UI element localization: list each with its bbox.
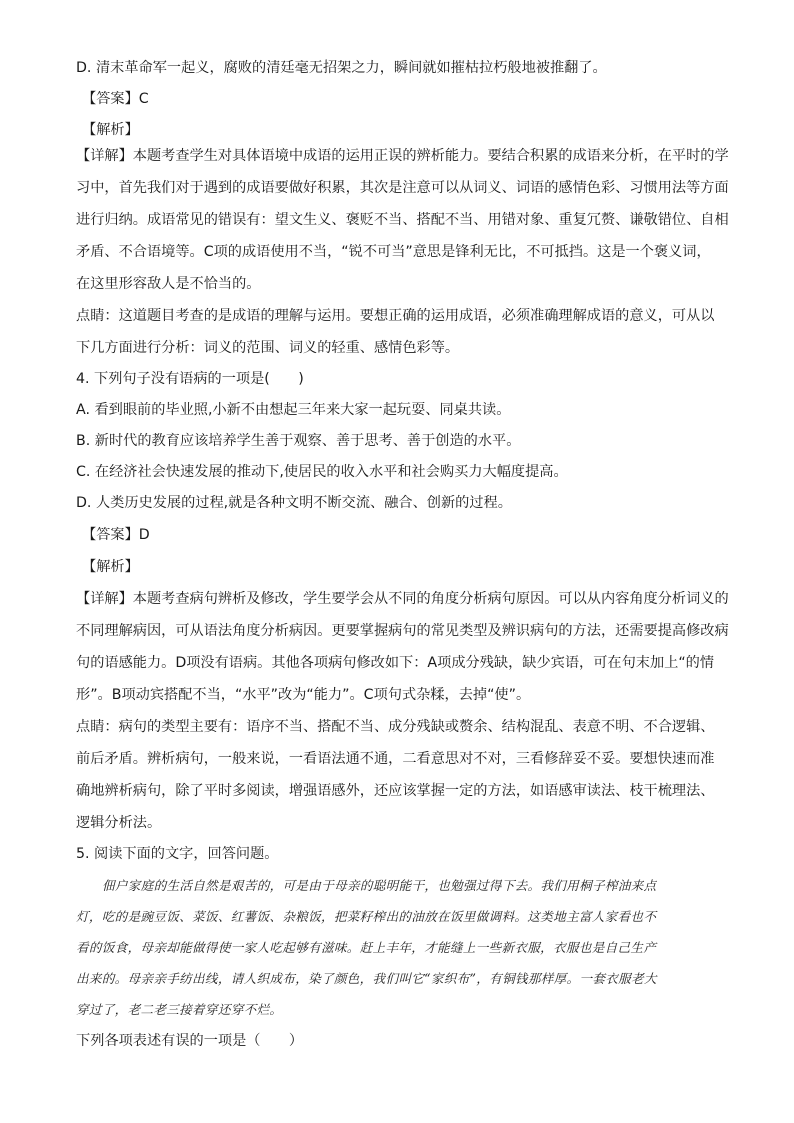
q3-tip [76,306,736,358]
q5-passage-line: 灯，吃的是豌豆饭、菜饭、红薯饭、杂粮饭，把菜籽榨出的油放在饭里做调料。这类地主富人家看也不 [76,909,657,924]
q5-question: 下列各项表述有误的一项是（ ） [76,1033,304,1049]
q3-detail-line: 【详解】本题考查学生对具体语境中成语的运用正误的辨析能力。要结合积累的成语来分析，在平时的学 [76,148,729,164]
q3-detail-line: 在这里形容敌人是不恰当的。 [76,276,261,292]
q4-tip-line: 逻辑分析法。 [76,815,162,831]
q4-tip [76,717,736,833]
q5-passage-line: 看的饭食，母亲却能做得使一家人吃起够有滋味。赶上丰年，才能缝上一些新衣服，衣服也是自己生产 [76,940,657,955]
q4-stem: 4. 下列句子没有语病的一项是( ) [76,371,304,387]
q5-passage-line: 佃户家庭的生活自然是艰苦的，可是由于母亲的聪明能干，也勉强过得下去。我们用桐子榨油来点 [102,878,657,893]
q4-answer: 【答案】D [82,527,150,543]
q4-analysis-label: 【解析】 [82,559,139,575]
q4-tip-line: 前后矛盾。辨析病句，一般来说，一看语法通不通，二看意思对不对，三看修辞妥不妥。要想快速而准 [76,751,715,767]
q4-detail-line: 不同理解病因，可从语法角度分析病因。更要掌握病句的常见类型及辨识病句的方法，还需要提高修改病 [76,623,729,639]
q4-detail-line: 句的语感能力。D项没有语病。其他各项病句修改如下：A项成分残缺，缺少宾语，可在句末加上“的情 [76,655,715,671]
q3-option-d: D. 清末革命军一起义，腐败的清廷毫无招架之力，瞬间就如摧枯拉朽般地被推翻了。 [76,60,607,76]
q4-option-a: A. 看到眼前的毕业照,小新不由想起三年来大家一起玩耍、同桌共读。 [76,402,511,418]
q3-detail [76,146,736,294]
q5-passage [76,876,736,1020]
q3-analysis-label: 【解析】 [82,122,139,138]
q4-options [76,400,736,513]
q4-detail-line: 形”。B项动宾搭配不当，“水平”改为“能力”。C项句式杂糅，去掉“使”。 [76,687,531,703]
document-page [76,58,736,1051]
q3-tip-line: 点睛：这道题目考查的是成语的理解与运用。要想正确的运用成语，必须准确理解成语的意义，可从以 [76,308,715,324]
q3-detail-line: 习中，首先我们对于遇到的成语要做好积累，其次是注意可以从词义、词语的感情色彩、习惯用法等方面 [76,180,729,196]
q4-tip-line: 点睛：病句的类型主要有：语序不当、搭配不当、成分残缺或赘余、结构混乱、表意不明、不合逻辑、 [76,719,715,735]
q3-answer: 【答案】C [82,91,149,107]
q4-tip-line: 确地辨析病句，除了平时多阅读，增强语感外，还应该掌握一定的方法，如语感审读法、枝干梳理法、 [76,783,715,799]
q5-stem: 5. 阅读下面的文字，回答问题。 [76,846,279,862]
q5-passage-line: 出来的。母亲亲手纺出线，请人织成布，染了颜色，我们叫它“家织布”，有铜钱那样厚。一套衣服老大 [76,971,657,986]
q4-detail-line: 【详解】本题考查病句辨析及修改，学生要学会从不同的角度分析病句原因。可以从内容角度分析词义的 [76,591,729,607]
q3-tip-line: 下几方面进行分析：词义的范围、词义的轻重、感情色彩等。 [76,340,460,356]
q5-passage-line: 穿过了，老二老三接着穿还穿不烂。 [76,1002,283,1017]
q4-option-b: B. 新时代的教育应该培养学生善于观察、善于思考、善于创造的水平。 [76,433,521,449]
q3-detail-line: 进行归纳。成语常见的错误有：望文生义、褒贬不当、搭配不当、用错对象、重复冗赘、谦敬错位、自相 [76,212,729,228]
q4-detail [76,589,736,705]
q3-detail-line: 矛盾、不合语境等。C项的成语使用不当，“锐不可当”意思是锋利无比，不可抵挡。这是一个褒义词， [76,244,711,260]
q4-option-d: D. 人类历史发展的过程,就是各种文明不断交流、融合、创新的过程。 [76,495,512,511]
q4-option-c: C. 在经济社会快速发展的推动下,使居民的收入水平和社会购买力大幅度提高。 [76,464,568,480]
